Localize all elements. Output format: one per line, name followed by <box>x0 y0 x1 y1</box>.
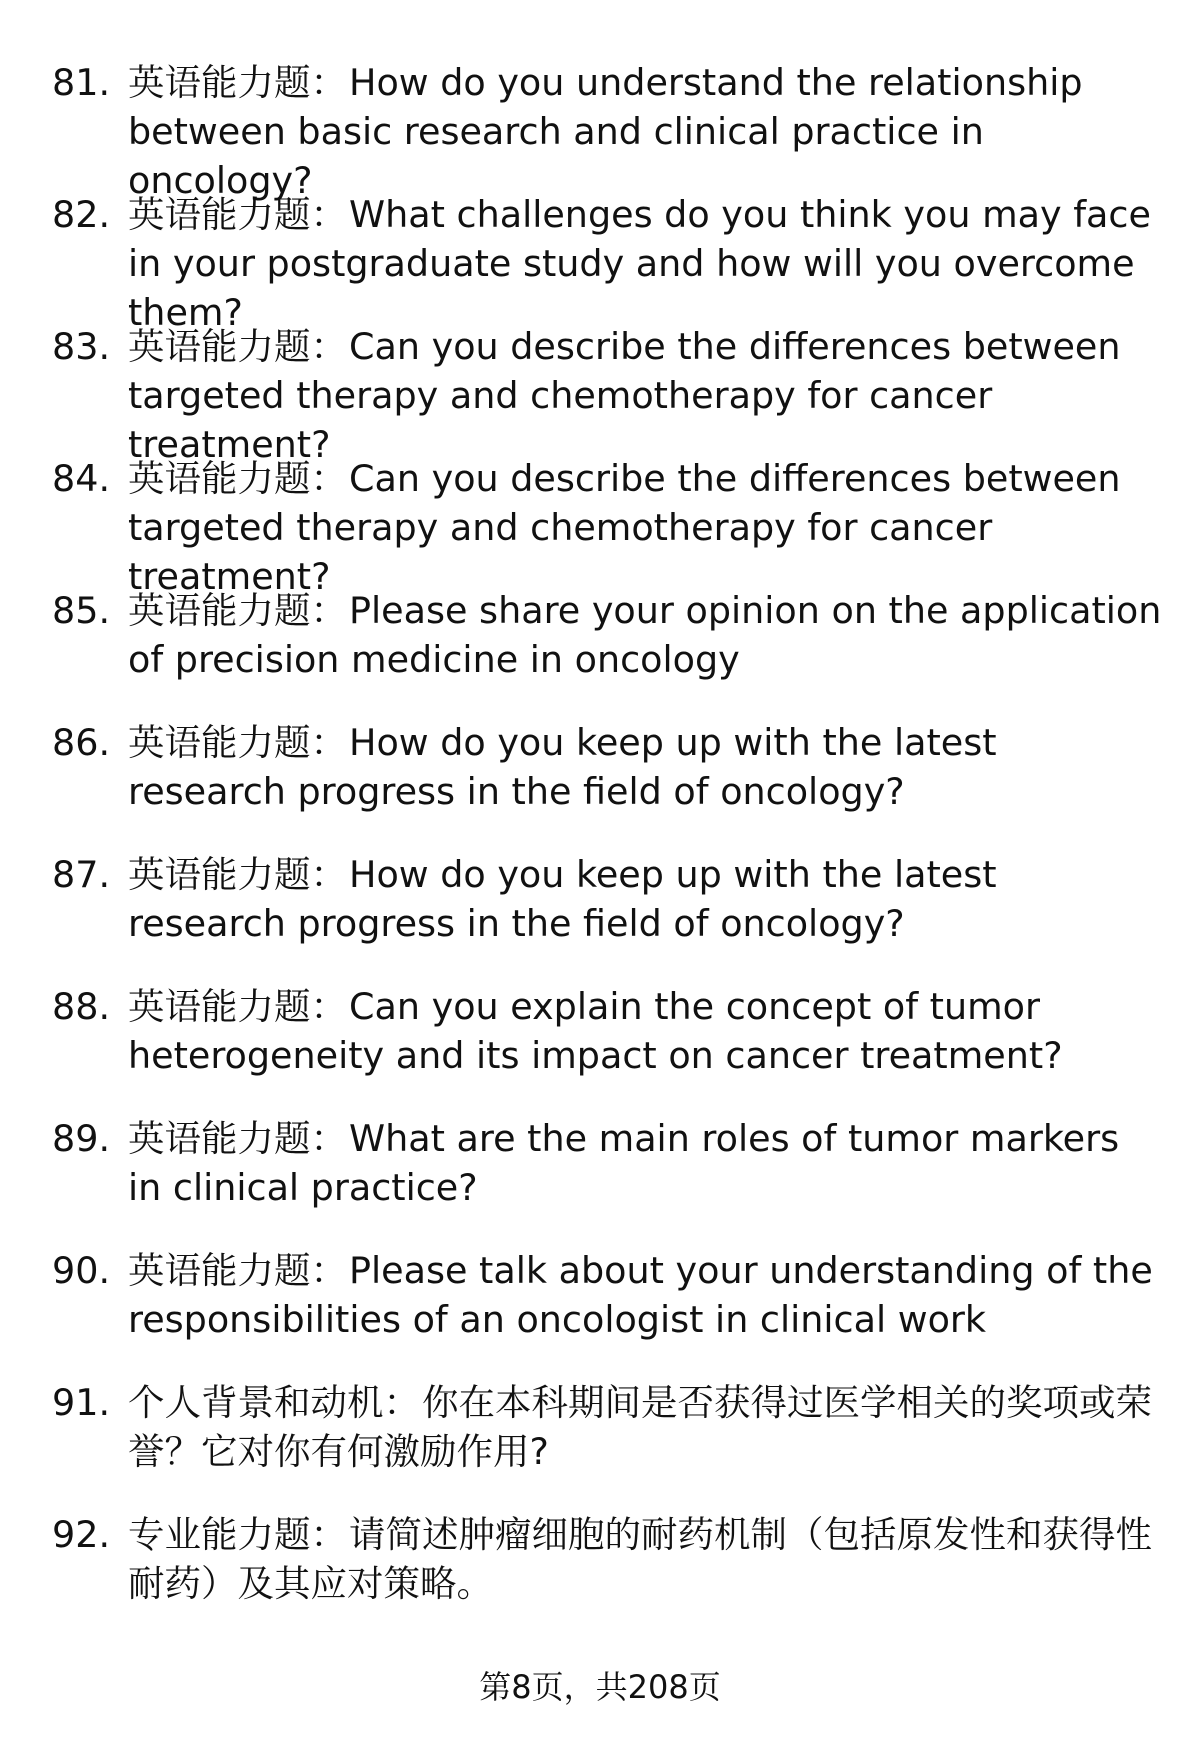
question-item-82 <box>52 190 1162 334</box>
question-text: How do you keep up with the latest research progress in the field of oncology? <box>128 721 997 813</box>
question-separator: ： <box>310 985 347 1028</box>
question-separator: ： <box>310 61 347 104</box>
question-item-88 <box>52 982 1162 1114</box>
question-content <box>128 982 1162 1080</box>
question-item-92 <box>52 1510 1162 1642</box>
question-separator: ： <box>310 853 347 896</box>
question-number: 82. <box>52 193 111 236</box>
question-number: 85. <box>52 589 111 632</box>
question-text: Please talk about your understanding of the responsibilities of an oncologist in clinical work <box>128 1249 1153 1341</box>
question-content <box>128 454 1162 601</box>
question-text: Can you describe the differences between targeted therapy and chemotherapy for cancer treatment? <box>128 325 1121 466</box>
question-content <box>128 1246 1162 1344</box>
question-separator: ： <box>310 589 347 632</box>
question-category: 英语能力题 <box>128 1249 311 1292</box>
question-item-81 <box>52 58 1162 202</box>
question-content <box>128 850 1162 948</box>
question-content <box>128 322 1162 469</box>
question-category: 英语能力题 <box>128 721 311 764</box>
question-number: 88. <box>52 985 111 1028</box>
question-item-84 <box>52 454 1162 598</box>
question-category: 英语能力题 <box>128 1117 311 1160</box>
question-item-91 <box>52 1378 1162 1510</box>
question-content <box>128 718 1162 816</box>
question-separator: ： <box>310 1513 347 1556</box>
page-footer: 第8页，共208页 <box>479 1668 721 1706</box>
question-text: Can you describe the differences between targeted therapy and chemotherapy for cancer treatment? <box>128 457 1121 598</box>
question-text: What are the main roles of tumor markers in clinical practice? <box>128 1117 1120 1209</box>
question-number: 81. <box>52 61 111 104</box>
question-item-83 <box>52 322 1162 466</box>
question-text: How do you understand the relationship between basic research and clinical practice in oncology? <box>128 61 1083 202</box>
question-content <box>128 1114 1162 1212</box>
question-number: 86. <box>52 721 111 764</box>
question-item-90 <box>52 1246 1162 1378</box>
question-separator: ： <box>310 325 347 368</box>
question-category: 英语能力题 <box>128 193 311 236</box>
question-number: 89. <box>52 1117 111 1160</box>
question-separator: ： <box>310 721 347 764</box>
question-text: Can you explain the concept of tumor heterogeneity and its impact on cancer treatment? <box>128 985 1063 1077</box>
question-number: 90. <box>52 1249 111 1292</box>
question-number: 92. <box>52 1513 111 1556</box>
question-number: 87. <box>52 853 111 896</box>
question-separator: ： <box>310 193 347 236</box>
question-number: 91. <box>52 1381 111 1424</box>
question-content <box>128 58 1162 205</box>
question-content <box>128 1378 1162 1476</box>
question-category: 专业能力题 <box>128 1513 311 1556</box>
question-item-86 <box>52 718 1162 850</box>
question-category: 英语能力题 <box>128 325 311 368</box>
question-category: 英语能力题 <box>128 589 311 632</box>
question-category: 英语能力题 <box>128 853 311 896</box>
question-item-85 <box>52 586 1162 718</box>
question-text: 你在本科期间是否获得过医学相关的奖项或荣誉？它对你有何激励作用? <box>128 1381 1152 1473</box>
question-category: 英语能力题 <box>128 61 311 104</box>
question-content <box>128 1510 1162 1608</box>
question-text: Please share your opinion on the application of precision medicine in oncology <box>128 589 1162 681</box>
question-content <box>128 190 1162 337</box>
question-number: 84. <box>52 457 111 500</box>
question-content <box>128 586 1162 684</box>
question-separator: ： <box>383 1381 420 1424</box>
question-category: 个人背景和动机 <box>128 1381 384 1424</box>
question-text: What challenges do you think you may face in your postgraduate study and how will you overcome them? <box>128 193 1151 334</box>
question-text: 请简述肿瘤细胞的耐药机制（包括原发性和获得性耐药）及其应对策略。 <box>128 1513 1152 1605</box>
question-category: 英语能力题 <box>128 457 311 500</box>
question-separator: ： <box>310 1249 347 1292</box>
question-separator: ： <box>310 1117 347 1160</box>
question-separator: ： <box>310 457 347 500</box>
question-category: 英语能力题 <box>128 985 311 1028</box>
question-item-89 <box>52 1114 1162 1246</box>
question-text: How do you keep up with the latest research progress in the field of oncology? <box>128 853 997 945</box>
question-item-87 <box>52 850 1162 982</box>
question-number: 83. <box>52 325 111 368</box>
question-list <box>52 58 1162 1642</box>
